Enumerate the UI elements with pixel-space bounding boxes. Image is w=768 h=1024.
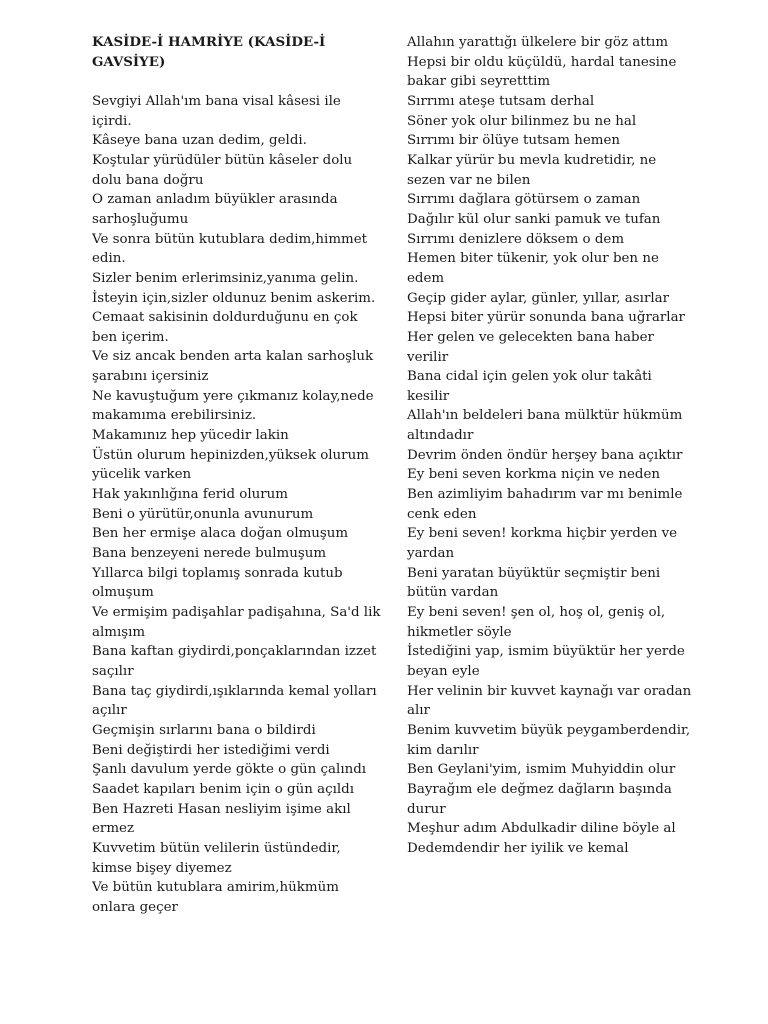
verse-line: Benim kuvvetim büyük peygamberdendir, kim darılır bbox=[407, 722, 691, 758]
right-verse-list bbox=[407, 33, 692, 859]
left-column bbox=[92, 33, 382, 918]
verse-line: İsteyin için,sizler oldunuz benim askerim. bbox=[92, 290, 376, 306]
verse-line: Sevgiyi Allah'ım bana visal kâsesi ile içirdi. bbox=[92, 93, 341, 129]
verse-line: Sizler benim erlerimsiniz,yanıma gelin. bbox=[92, 270, 359, 286]
verse-line: Ne kavuştuğum yere çıkmanız kolay,nede makamıma erebilirsiniz. bbox=[92, 388, 374, 424]
verse-line: Dedemdendir her iyilik ve kemal bbox=[407, 840, 629, 856]
verse-line: Ben Geylani'yim, ismim Muhyiddin olur bbox=[407, 762, 676, 778]
verse-line: Cemaat sakisinin doldurduğunu en çok ben içerim. bbox=[92, 310, 358, 345]
verse-line: Ve bütün kutublara amirim,hükmüm onlara geçer bbox=[92, 880, 339, 915]
verse-line: Üstün olurum hepinizden,yüksek olurum yücelik varken bbox=[92, 447, 369, 483]
verse-line: Yıllarca bilgi toplamış sonrada kutub olmuşum bbox=[92, 565, 343, 601]
verse-line: Geçip gider aylar, günler, yıllar, asırlar bbox=[407, 290, 670, 306]
verse-line: Beni o yürütür,onunla avunurum bbox=[92, 506, 314, 522]
verse-line: Hemen biter tükenir, yok olur ben ne edem bbox=[407, 251, 659, 286]
verse-line: Beni yaratan büyüktür seçmiştir beni bütün vardan bbox=[407, 565, 661, 601]
verse-line: Ben azimliyim bahadırım var mı benimle cenk eden bbox=[407, 487, 683, 522]
verse-line: Sırrımı dağlara götürsem o zaman bbox=[407, 192, 641, 208]
verse-line: Ey beni seven korkma niçin ve neden bbox=[407, 467, 661, 483]
verse-line: Devrim önden öndür herşey bana açıktır bbox=[407, 447, 683, 463]
poem-title: KASİDE-İ HAMRİYE (KASİDE-İ GAVSİYE) bbox=[92, 34, 326, 70]
verse-line: Ben Hazreti Hasan nesliyim işime akıl ermez bbox=[92, 801, 351, 837]
verse-line: O zaman anladım büyükler arasında sarhoşluğumu bbox=[92, 192, 338, 227]
verse-line: Bana kaftan giydirdi,ponçaklarından izzet saçılır bbox=[92, 644, 377, 679]
verse-line: Her velinin bir kuvvet kaynağı var oradan alır bbox=[407, 683, 692, 719]
verse-line: Bana cidal için gelen yok olur takâti kesilir bbox=[407, 369, 652, 404]
verse-line: Kuvvetim bütün velilerin üstündedir, kimse bişey diyemez bbox=[92, 840, 341, 876]
verse-line: Meşhur adım Abdulkadir diline böyle al bbox=[407, 821, 676, 837]
verse-line: Kâseye bana uzan dedim, geldi. bbox=[92, 133, 307, 149]
verse-line: Ey beni seven! korkma hiçbir yerden ve yardan bbox=[407, 526, 678, 562]
verse-line: Bana taç giydirdi,ışıklarında kemal yolları açılır bbox=[92, 683, 377, 719]
verse-line: Ve ermişim padişahlar padişahına, Sa'd lik almışım bbox=[92, 605, 381, 640]
verse-line: Bayrağım ele değmez dağların başında durur bbox=[407, 781, 672, 817]
verse-line: Bana benzeyeni nerede bulmuşum bbox=[92, 546, 327, 562]
verse-line: Makamınız hep yücedir lakin bbox=[92, 428, 289, 444]
left-verse-list bbox=[92, 92, 382, 918]
verse-line: Sırrımı denizlere döksem o dem bbox=[407, 231, 625, 247]
verse-line: Allah'ın beldeleri bana mülktür hükmüm altındadır bbox=[407, 408, 683, 444]
verse-line: Saadet kapıları benim için o gün açıldı bbox=[92, 781, 355, 797]
verse-line: Sırrımı bir ölüye tutsam hemen bbox=[407, 133, 620, 149]
right-column bbox=[407, 33, 692, 859]
verse-line: Şanlı davulum yerde gökte o gün çalındı bbox=[92, 762, 367, 778]
verse-line: Hepsi biter yürür sonunda bana uğrarlar bbox=[407, 310, 685, 326]
verse-line: Dağılır kül olur sanki pamuk ve tufan bbox=[407, 211, 661, 227]
verse-line: Hepsi bir oldu küçüldü, hardal tanesine bakar gibi seyretttim bbox=[407, 54, 677, 90]
verse-line: Beni değiştirdi her istediğimi verdi bbox=[92, 742, 330, 758]
verse-line: Söner yok olur bilinmez bu ne hal bbox=[407, 113, 637, 129]
verse-line: Ben her ermişe alaca doğan olmuşum bbox=[92, 526, 349, 542]
verse-line: Hak yakınlığına ferid olurum bbox=[92, 487, 288, 503]
verse-line: Geçmişin sırlarını bana o bildirdi bbox=[92, 722, 316, 738]
verse-line: Ey beni seven! şen ol, hoş ol, geniş ol, hikmetler söyle bbox=[407, 605, 666, 640]
verse-line: Allahın yarattığı ülkelere bir göz attım bbox=[407, 35, 669, 50]
verse-line: Ve siz ancak benden arta kalan sarhoşluk şarabını içersiniz bbox=[92, 349, 374, 385]
verse-line: Ve sonra bütün kutublara dedim,himmet edin. bbox=[92, 231, 368, 267]
verse-line: Her gelen ve gelecekten bana haber verilir bbox=[407, 329, 654, 365]
verse-line: Koştular yürüdüler bütün kâseler dolu dolu bana doğru bbox=[92, 152, 353, 188]
verse-line: Sırrımı ateşe tutsam derhal bbox=[407, 93, 595, 109]
verse-line: İstediğini yap, ismim büyüktür her yerde beyan eyle bbox=[407, 644, 685, 679]
verse-line: Kalkar yürür bu mevla kudretidir, ne sezen var ne bilen bbox=[407, 152, 657, 188]
